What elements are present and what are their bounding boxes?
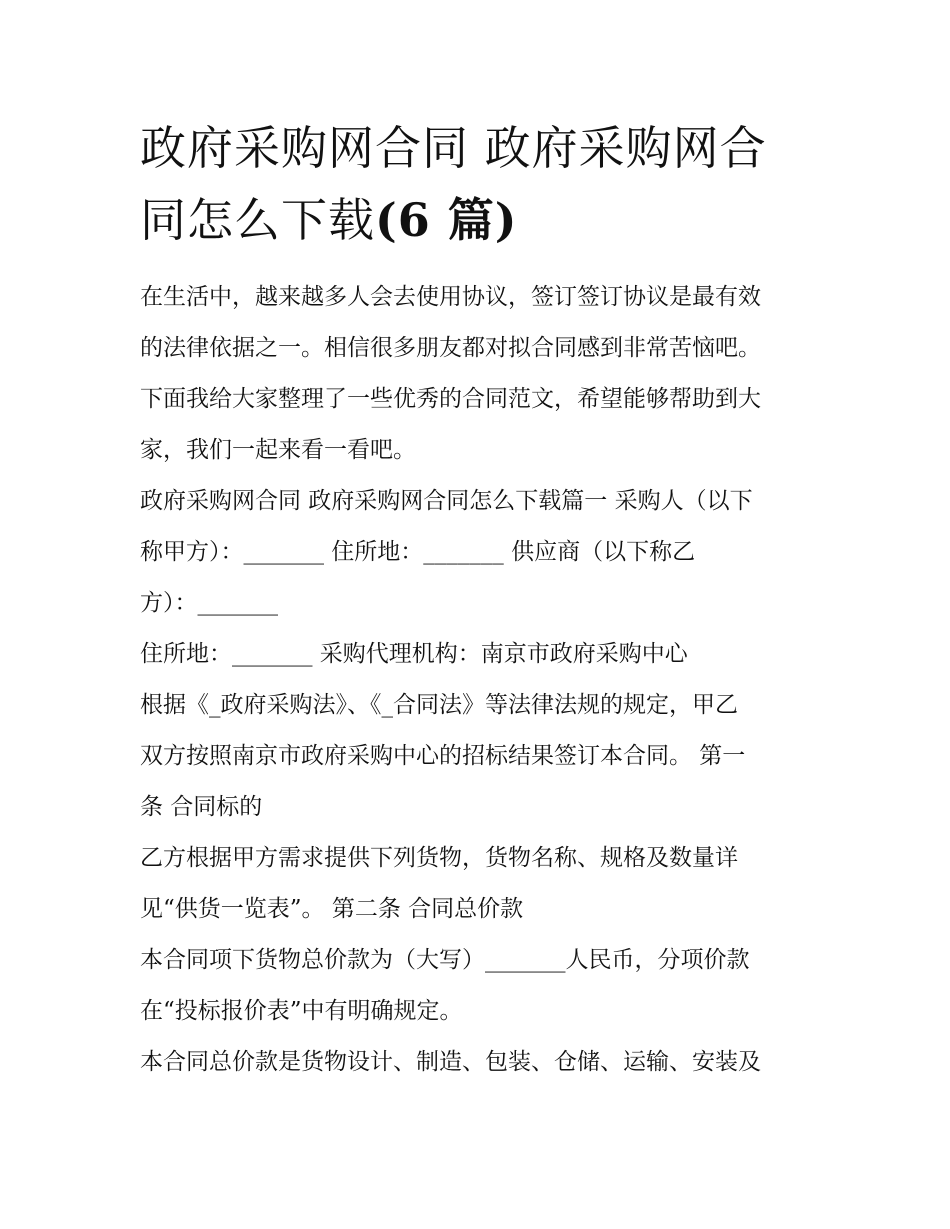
body-line: 称甲方）：_______ 住所地：_______ 供应商（以下称乙 [140, 539, 696, 565]
title-line-2: 同怎么下载 [140, 193, 375, 247]
body-line: 本合同总价款是货物设计、制造、包装、仓储、运输、安装及 [140, 1049, 761, 1075]
body-line: 下面我给大家整理了一些优秀的合同范文，希望能够帮助到大 [140, 386, 761, 412]
body-line: 政府采购网合同 政府采购网合同怎么下载篇一 采购人（以下 [140, 488, 753, 514]
title-line-1: 政府采购网合同 政府采购网合 [140, 121, 767, 175]
body-line: 的法律依据之一。相信很多朋友都对拟合同感到非常苦恼吧。 [140, 335, 761, 361]
body-line: 乙方根据甲方需求提供下列货物，货物名称、规格及数量详 [140, 845, 738, 871]
title-count: (6 篇) [375, 193, 518, 247]
body-line: 本合同项下货物总价款为（大写）_______人民币，分项价款 [140, 947, 750, 973]
body-line: 方）：_______ [140, 590, 278, 616]
document-title [140, 112, 820, 256]
body-line: 条 合同标的 [140, 794, 263, 820]
document-body [140, 272, 820, 1088]
body-line: 双方按照南京市政府采购中心的招标结果签订本合同。 第一 [140, 743, 746, 769]
body-line: 家，我们一起来看一看吧。 [140, 437, 416, 463]
body-line: 住所地：_______ 采购代理机构：南京市政府采购中心 [140, 641, 688, 667]
body-line: 根据《_政府采购法》、《_合同法》等法律法规的规定，甲乙 [140, 692, 738, 718]
body-line: 在“投标报价表”中有明确规定。 [140, 998, 463, 1024]
document-page [140, 112, 820, 1088]
body-line: 见“供货一览表”。 第二条 合同总价款 [140, 896, 524, 922]
body-line: 在生活中，越来越多人会去使用协议，签订签订协议是最有效 [140, 284, 761, 310]
